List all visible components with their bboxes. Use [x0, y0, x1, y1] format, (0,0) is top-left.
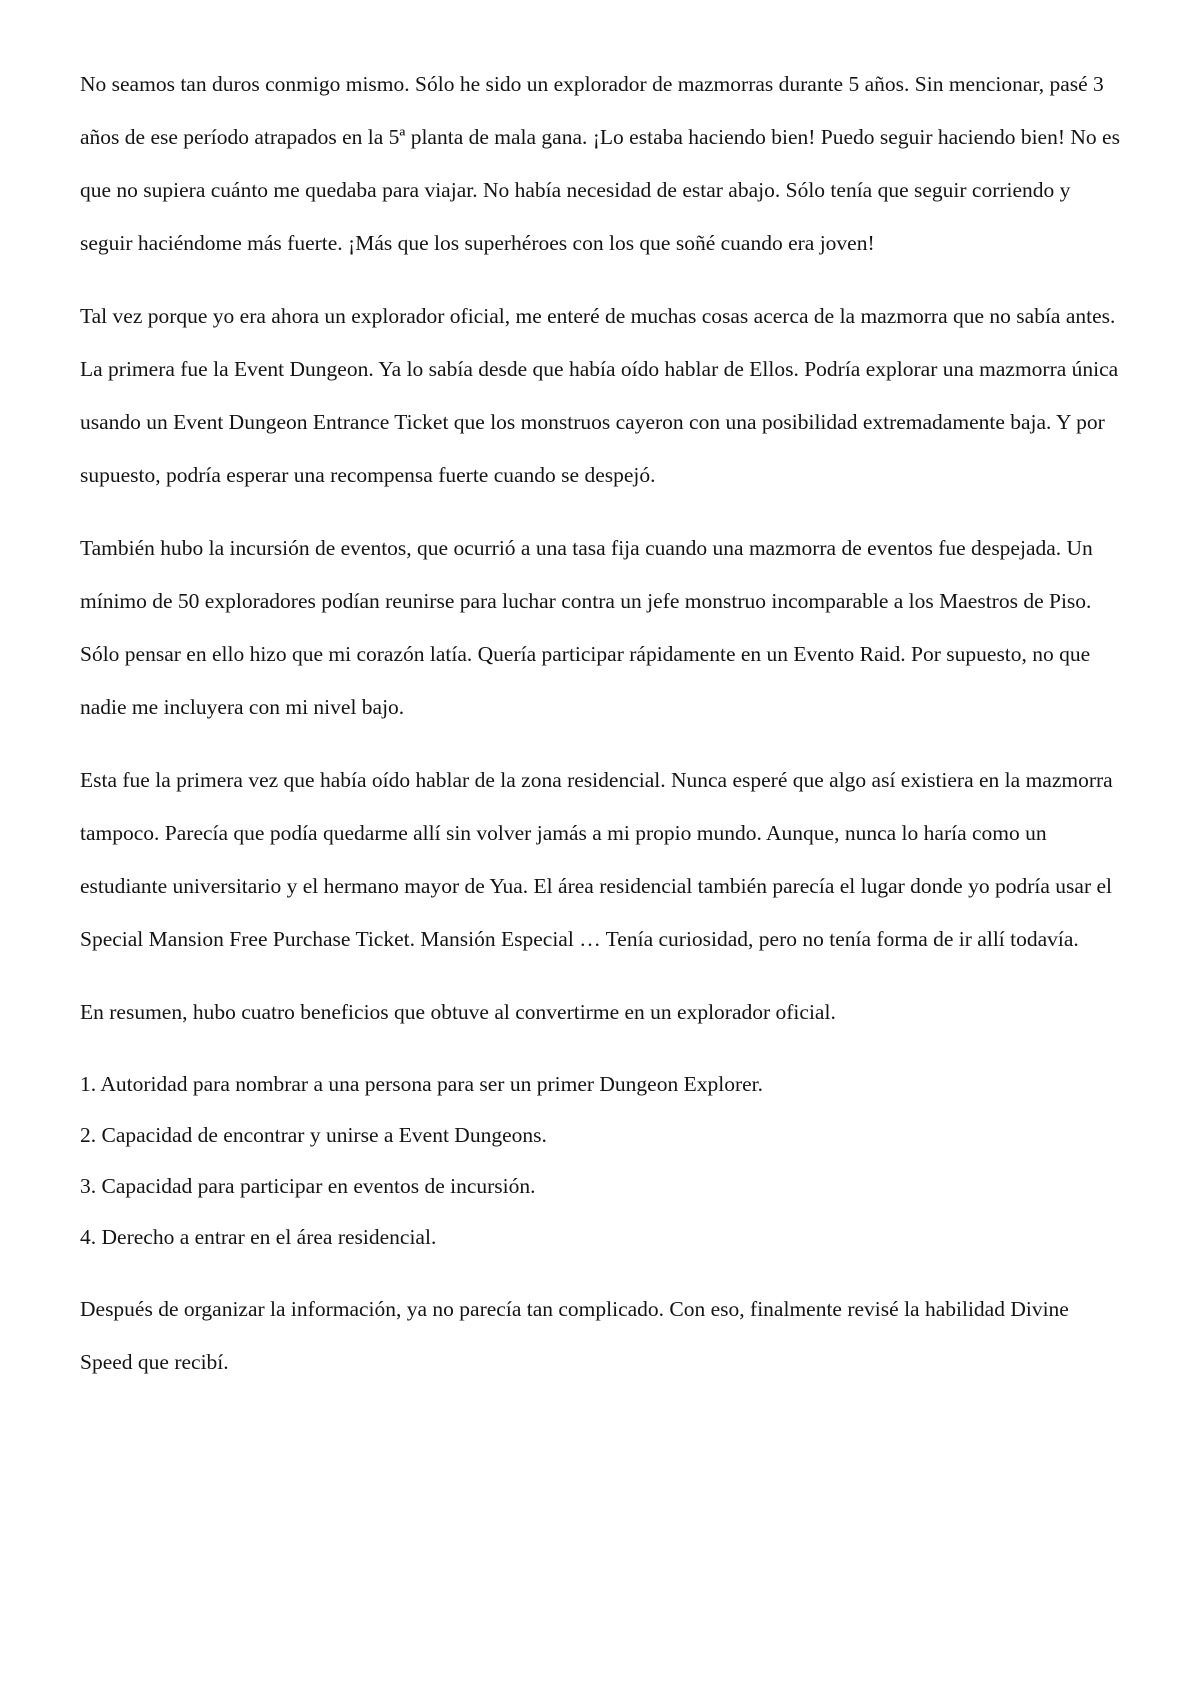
paragraph-1: No seamos tan duros conmigo mismo. Sólo he sido un explorador de mazmorras durante 5 años. Sin mencionar, pasé 3 años de ese período atrapados en la 5ª planta de mala gana. ¡Lo estaba haciendo bien! Puedo seguir haciendo bien! No es que no supiera cuánto me quedaba para viajar. No había necesidad de estar abajo. Sólo tenía que seguir corriendo y seguir haciéndome más fuerte. ¡Más que los superhéroes con los que soñé cuando era joven!	[80, 72, 1120, 255]
paragraph-4: Esta fue la primera vez que había oído hablar de la zona residencial. Nunca esperé que algo así existiera en la mazmorra tampoco. Parecía que podía quedarme allí sin volver jamás a mi propio mundo. Aunque, nunca lo haría como un estudiante universitario y el hermano mayor de Yua. El área residencial también parecía el lugar donde yo podría usar el Special Mansion Free Purchase Ticket. Mansión Especial … Tenía curiosidad, pero no tenía forma de ir allí todavía.	[80, 768, 1113, 951]
list-item: 2. Capacidad de encontrar y unirse a Event Dungeons.	[80, 1123, 547, 1147]
paragraph-5: En resumen, hubo cuatro beneficios que obtuve al convertirme en un explorador oficial.	[80, 1000, 836, 1024]
paragraph-3: También hubo la incursión de eventos, que ocurrió a una tasa fija cuando una mazmorra de eventos fue despejada. Un mínimo de 50 exploradores podían reunirse para luchar contra un jefe monstruo incomparable a los Maestros de Piso. Sólo pensar en ello hizo que mi corazón latía. Quería participar rápidamente en un Evento Raid. Por supuesto, no que nadie me incluyera con mi nivel bajo.	[80, 536, 1093, 719]
closing-paragraph: Después de organizar la información, ya no parecía tan complicado. Con eso, finalmente revisé la habilidad Divine Speed que recibí.	[80, 1297, 1069, 1374]
paragraph-2: Tal vez porque yo era ahora un explorador oficial, me enteré de muchas cosas acerca de la mazmorra que no sabía antes. La primera fue la Event Dungeon. Ya lo sabía desde que había oído hablar de Ellos. Podría explorar una mazmorra única usando un Event Dungeon Entrance Ticket que los monstruos cayeron con una posibilidad extremadamente baja. Y por supuesto, podría esperar una recompensa fuerte cuando se despejó.	[80, 304, 1119, 487]
list-item: 3. Capacidad para participar en eventos de incursión.	[80, 1174, 536, 1198]
list-item: 1. Autoridad para nombrar a una persona para ser un primer Dungeon Explorer.	[80, 1072, 763, 1096]
list-item: 4. Derecho a entrar en el área residencial.	[80, 1225, 437, 1249]
benefits-list	[80, 1059, 1120, 1263]
